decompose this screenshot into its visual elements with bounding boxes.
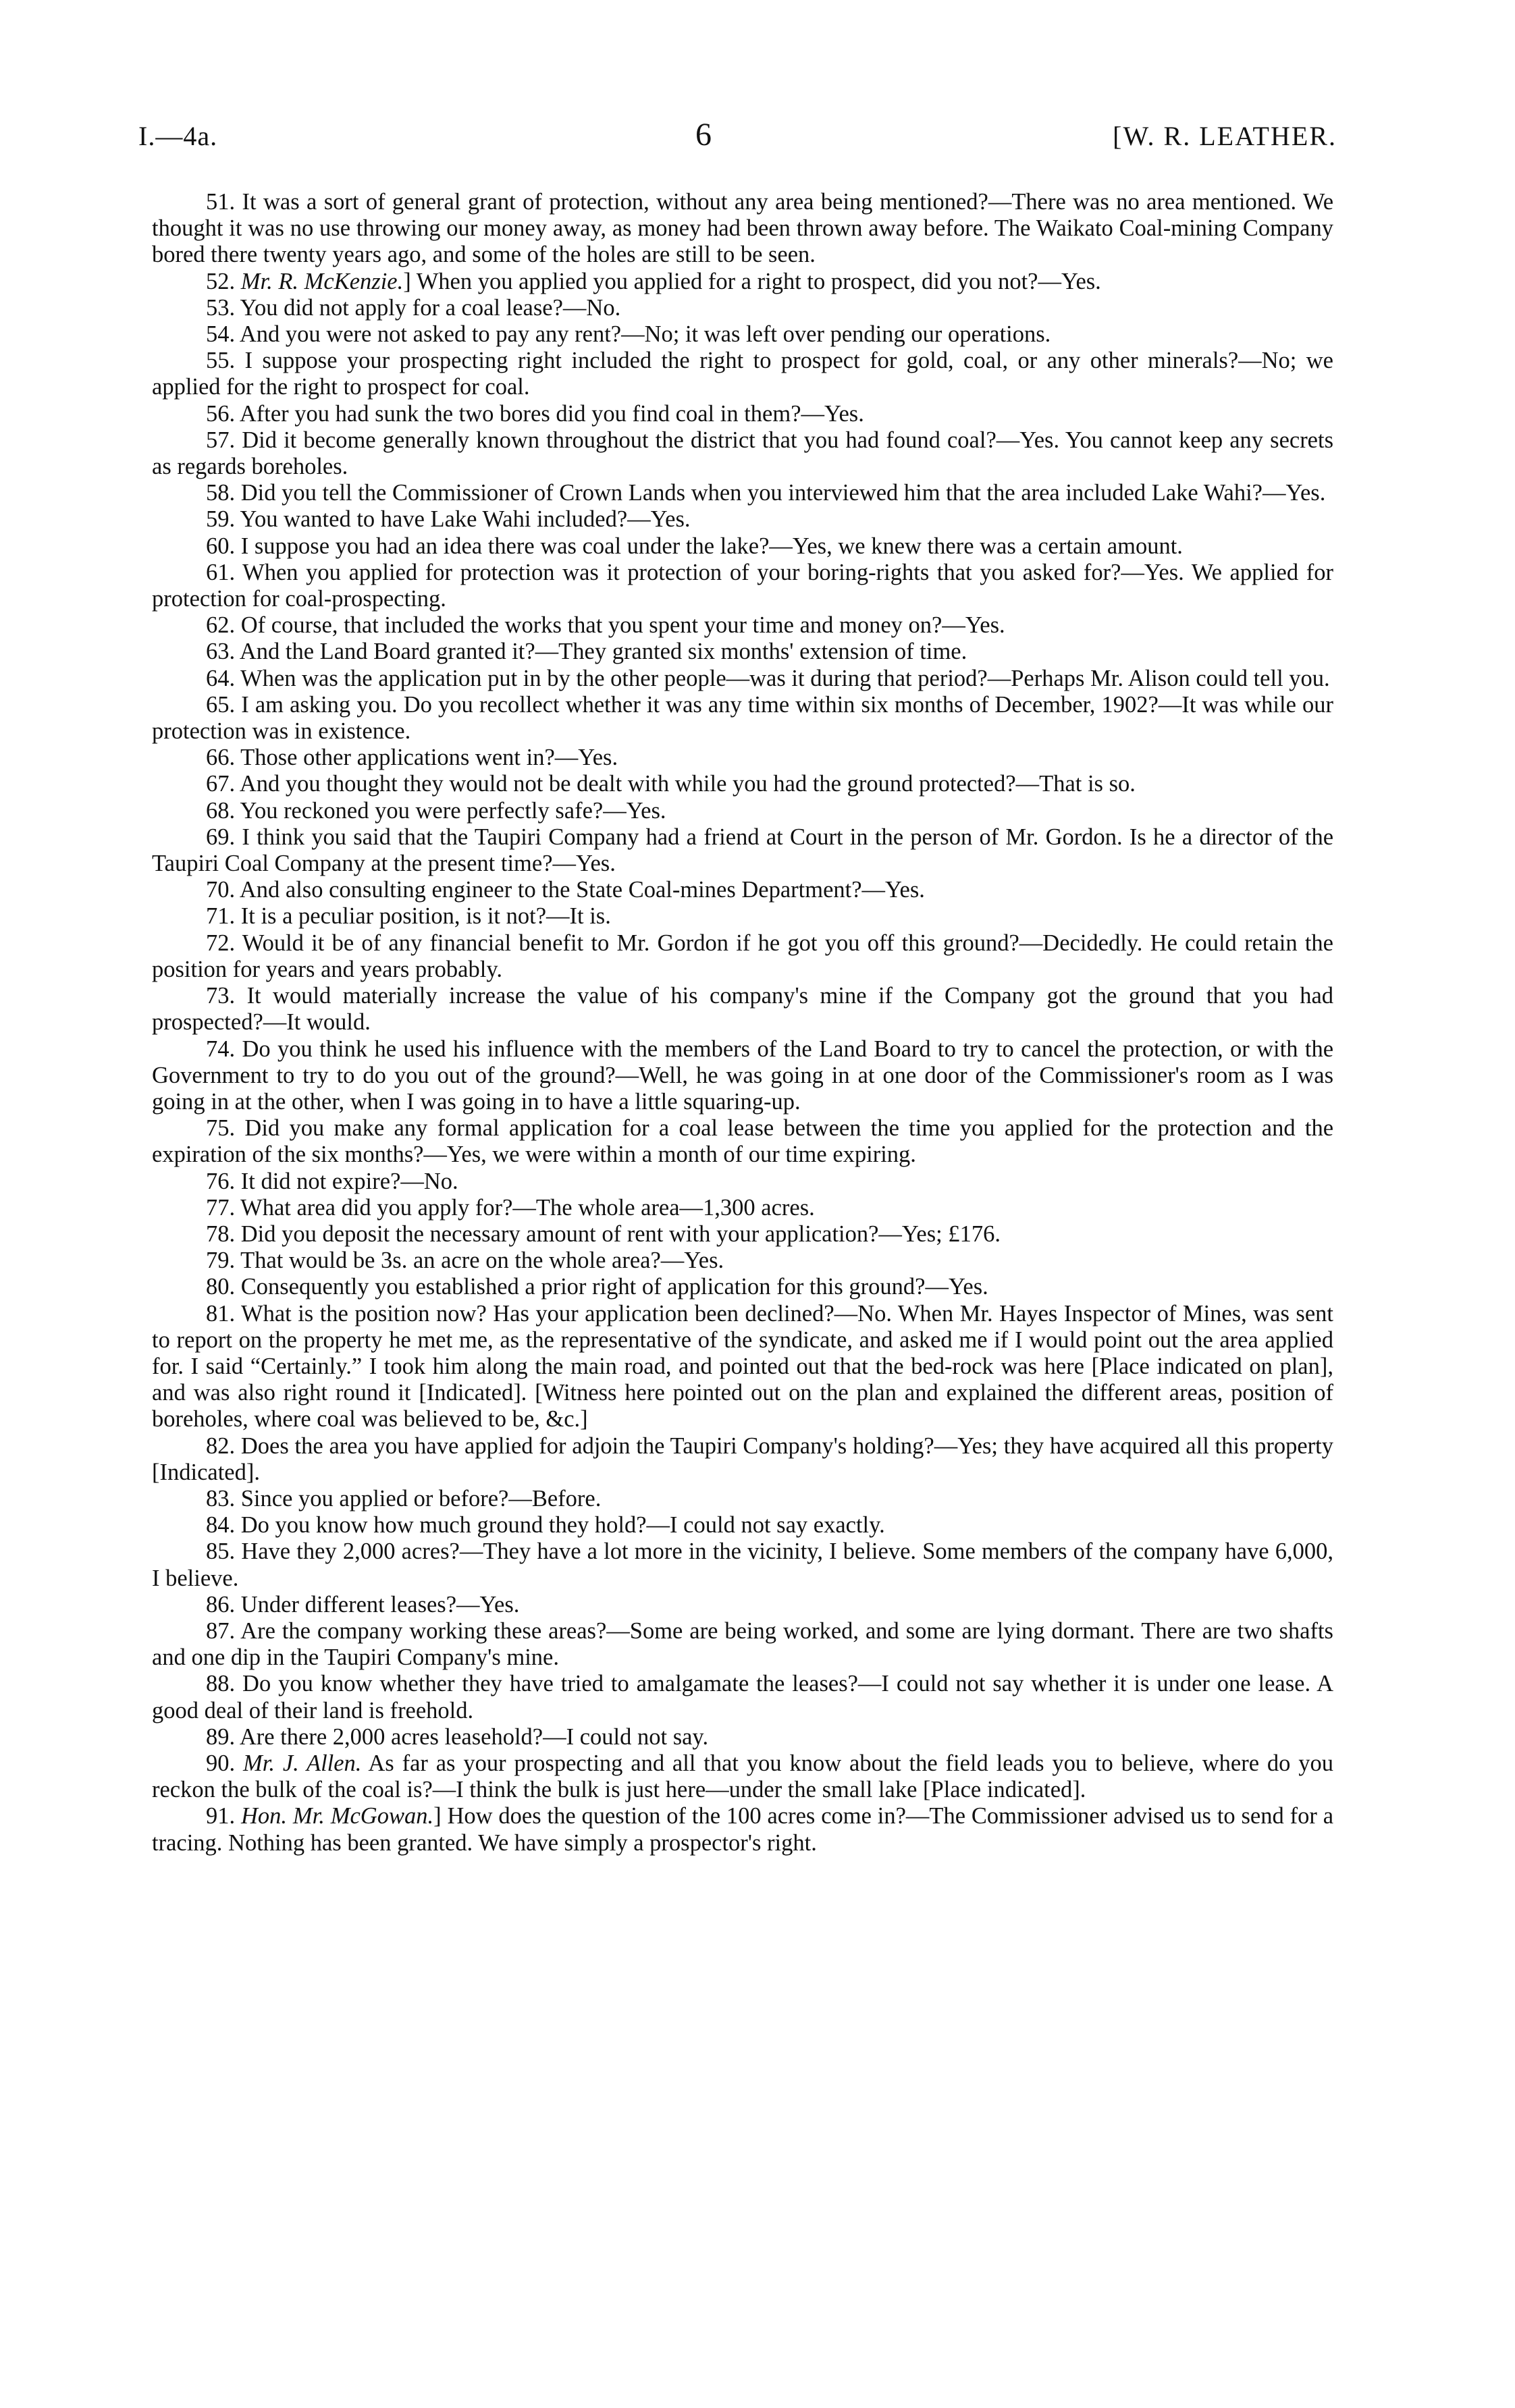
question-text: Since you applied or before?—Before. xyxy=(240,1485,602,1511)
question-paragraph xyxy=(152,533,1333,560)
question-number: 84. xyxy=(206,1512,236,1539)
question-number: 88. xyxy=(206,1671,236,1697)
question-text: I suppose you had an idea there was coal under the lake?—Yes, we knew there was a certain amount. xyxy=(240,533,1183,559)
question-number: 91. xyxy=(206,1803,236,1829)
question-text: And the Land Board granted it?—They granted six months' extension of time. xyxy=(239,639,967,665)
question-text: You wanted to have Lake Wahi included?—Yes. xyxy=(240,506,691,533)
question-number: 87. xyxy=(206,1617,236,1644)
question-text: You did not apply for a coal lease?—No. xyxy=(240,294,621,321)
question-text: Do you know how much ground they hold?—I could not say exactly. xyxy=(240,1512,885,1539)
question-paragraph xyxy=(152,348,1333,400)
question-number: 53. xyxy=(206,294,236,321)
question-number: 59. xyxy=(206,506,236,533)
question-text: ] How does the question of the 100 acres come in?—The Commissioner advised us to send for a tracing. Nothing has been granted. We have simply a prospector's right. xyxy=(152,1803,1334,1856)
question-text: It did not expire?—No. xyxy=(240,1168,458,1194)
question-text: Did it become generally known throughout the district that you had found coal?—Yes. You cannot keep any secrets as regards boreholes. xyxy=(152,427,1334,480)
question-text: It would materially increase the value of his company's mine if the Company got the ground that you had prospected?—It would. xyxy=(152,983,1334,1036)
question-number: 82. xyxy=(206,1433,236,1459)
question-text: Did you make any formal application for a coal lease between the time you applied for the protection and the expiration of the six months?—Yes, we were within a month of our time expiring. xyxy=(152,1115,1334,1168)
question-paragraph xyxy=(152,798,1333,824)
question-paragraph xyxy=(152,189,1333,269)
question-paragraph xyxy=(152,983,1333,1036)
question-paragraph xyxy=(152,745,1333,771)
question-text: Did you tell the Commissioner of Crown Lands when you interviewed him that the area included Lake Wahi?—Yes. xyxy=(240,480,1326,506)
witness-name: [W. R. LEATHER. xyxy=(1113,121,1337,151)
question-paragraph xyxy=(152,1169,1333,1195)
question-text: It was a sort of general grant of protection, without any area being mentioned?—There was no area mentioned. We thought it was no use throwing our money away, as money had been thrown away before. The Waikato Coal-mining Company bored there twenty years ago, and some of the holes are still to be seen. xyxy=(152,189,1334,268)
question-number: 55. xyxy=(206,348,236,374)
question-text: Consequently you established a prior right of application for this ground?—Yes. xyxy=(240,1274,988,1300)
question-paragraph xyxy=(152,771,1333,797)
question-text: What area did you apply for?—The whole area—1,300 acres. xyxy=(240,1194,815,1221)
question-number: 70. xyxy=(206,877,236,903)
question-number: 68. xyxy=(206,797,236,824)
question-paragraph xyxy=(152,1618,1333,1671)
question-text: Those other applications went in?—Yes. xyxy=(240,745,618,771)
question-paragraph xyxy=(152,692,1333,745)
question-text: I suppose your prospecting right included the right to prospect for gold, coal, or any other minerals?—No; we applied for the right to prospect for coal. xyxy=(152,348,1333,400)
question-number: 51. xyxy=(206,189,236,215)
question-number: 75. xyxy=(206,1115,236,1142)
question-text: After you had sunk the two bores did you find coal in them?—Yes. xyxy=(239,400,864,427)
question-number: 73. xyxy=(206,983,236,1009)
question-number: 56. xyxy=(206,400,236,427)
question-paragraph xyxy=(152,321,1333,348)
question-paragraph xyxy=(152,824,1333,877)
question-number: 61. xyxy=(206,559,236,585)
question-text: Did you deposit the necessary amount of rent with your application?—Yes; £176. xyxy=(240,1221,1001,1247)
question-paragraph xyxy=(152,1486,1333,1512)
question-paragraph xyxy=(152,506,1333,533)
question-text: When you applied for protection was it protection of your boring-rights that you asked for?—Yes. We applied for protection for coal-prospecting. xyxy=(152,559,1333,612)
page-header xyxy=(138,117,1337,161)
question-number: 81. xyxy=(206,1300,236,1327)
question-number: 72. xyxy=(206,930,236,956)
question-paragraph xyxy=(152,666,1333,692)
question-text: Are the company working these areas?—Some are being worked, and some are lying dormant. There are two shafts and one dip in the Taupiri Company's mine. xyxy=(152,1617,1333,1671)
question-text: And also consulting engineer to the State Coal-mines Department?—Yes. xyxy=(239,877,925,903)
question-number: 76. xyxy=(206,1168,236,1194)
question-paragraph xyxy=(152,1592,1333,1618)
question-number: 77. xyxy=(206,1194,236,1221)
question-paragraph xyxy=(152,1036,1333,1116)
question-paragraph xyxy=(152,877,1333,903)
question-text: That would be 3s. an acre on the whole area?—Yes. xyxy=(240,1248,724,1274)
question-number: 71. xyxy=(206,903,236,930)
question-text: It is a peculiar position, is it not?—It is. xyxy=(240,903,611,930)
question-paragraph xyxy=(152,1195,1333,1221)
question-paragraph xyxy=(152,269,1333,295)
question-paragraph xyxy=(152,1433,1333,1486)
question-number: 80. xyxy=(206,1274,236,1300)
question-number: 85. xyxy=(206,1539,236,1565)
question-number: 79. xyxy=(206,1248,236,1274)
question-number: 52. xyxy=(206,268,236,294)
question-text: Does the area you have applied for adjoin the Taupiri Company's holding?—Yes; they have acquired all this property [Indicated]. xyxy=(152,1433,1334,1485)
question-number: 69. xyxy=(206,824,236,850)
question-paragraph xyxy=(152,1724,1333,1750)
question-number: 60. xyxy=(206,533,236,559)
question-number: 89. xyxy=(206,1723,236,1750)
question-text: What is the position now? Has your application been declined?—No. When Mr. Hayes Inspector of Mines, was sent to report on the property he met me, as the representative of the syndicate, and asked me if I would point out the area applied for. I said “Certainly.” I took him along the main road, and pointed out that the bed-rock was here [Place indicated on plan], and was also right round it [Indicated]. [Witness here pointed out on the plan and explained the different areas, position of boreholes, where coal was believed to be, &c.] xyxy=(152,1300,1333,1433)
question-text: Are there 2,000 acres leasehold?—I could not say. xyxy=(239,1723,709,1750)
question-text: I think you said that the Taupiri Company had a friend at Court in the person of Mr. Gordon. Is he a director of the Taupiri Coal Company at the present time?—Yes. xyxy=(152,824,1334,877)
question-text: Do you think he used his influence with the members of the Land Board to try to cancel the protection, or with the Government to try to do you out of the ground?—Well, he was going in at one door of the Commissioner's room as I was going in at the other, when I was going in to have a little squaring-up. xyxy=(152,1036,1334,1115)
question-number: 65. xyxy=(206,691,236,718)
question-number: 63. xyxy=(206,639,236,665)
question-text: When was the application put in by the other people—was it during that period?—Perhaps Mr. Alison could tell you. xyxy=(240,665,1330,691)
question-number: 74. xyxy=(206,1036,236,1062)
question-text: Have they 2,000 acres?—They have a lot more in the vicinity, I believe. Some members of the company have 6,000, I believe. xyxy=(152,1539,1334,1591)
question-number: 64. xyxy=(206,665,236,691)
speaker-name: Hon. Mr. McGowan. xyxy=(241,1803,434,1829)
speaker-name: Mr. R. McKenzie. xyxy=(240,268,404,294)
speaker-name: Mr. J. Allen. xyxy=(243,1750,362,1776)
question-number: 67. xyxy=(206,771,236,797)
question-number: 66. xyxy=(206,745,236,771)
question-text: As far as your prospecting and all that you know about the field leads you to believe, where do you reckon the bulk of the coal is?—I think the bulk is just here—under the small lake [Place indicated]. xyxy=(152,1750,1334,1803)
question-text: ] When you applied you applied for a right to prospect, did you not?—Yes. xyxy=(403,268,1101,294)
question-paragraph xyxy=(152,930,1333,983)
question-paragraph xyxy=(152,427,1333,480)
question-number: 83. xyxy=(206,1485,236,1511)
question-paragraph xyxy=(152,1221,1333,1248)
question-paragraph xyxy=(152,401,1333,427)
question-text: And you were not asked to pay any rent?—No; it was left over pending our operations. xyxy=(239,321,1051,348)
question-paragraph xyxy=(152,1274,1333,1300)
question-text: You reckoned you were perfectly safe?—Yes. xyxy=(240,797,666,824)
question-paragraph xyxy=(152,639,1333,665)
document-reference: I.—4a. xyxy=(138,121,218,151)
question-paragraph xyxy=(152,1671,1333,1723)
question-number: 90. xyxy=(206,1750,236,1776)
question-paragraph xyxy=(152,1301,1333,1433)
question-paragraph xyxy=(152,903,1333,930)
question-paragraph xyxy=(152,612,1333,639)
question-number: 54. xyxy=(206,321,236,348)
page-number: 6 xyxy=(695,117,712,153)
question-number: 58. xyxy=(206,480,236,506)
question-number: 78. xyxy=(206,1221,236,1247)
question-paragraph xyxy=(152,480,1333,506)
question-text: Do you know whether they have tried to amalgamate the leases?—I could not say whether it is under one lease. A good deal of their land is freehold. xyxy=(152,1671,1333,1723)
question-paragraph xyxy=(152,560,1333,612)
question-paragraph xyxy=(152,1512,1333,1539)
question-paragraph xyxy=(152,295,1333,321)
question-text: Under different leases?—Yes. xyxy=(240,1591,520,1617)
question-text: And you thought they would not be dealt with while you had the ground protected?—That is so. xyxy=(239,771,1136,797)
question-number: 62. xyxy=(206,612,236,639)
question-number: 86. xyxy=(206,1591,236,1617)
question-text: I am asking you. Do you recollect whether it was any time within six months of December, 1902?—It was while our protection was in existence. xyxy=(152,691,1334,745)
testimony-body xyxy=(152,189,1333,1856)
question-text: Would it be of any financial benefit to Mr. Gordon if he got you off this ground?—Decidedly. He could retain the position for years and years probably. xyxy=(152,930,1333,982)
question-number: 57. xyxy=(206,427,236,453)
question-paragraph xyxy=(152,1248,1333,1274)
question-paragraph xyxy=(152,1115,1333,1168)
question-paragraph xyxy=(152,1750,1333,1803)
question-text: Of course, that included the works that you spent your time and money on?—Yes. xyxy=(240,612,1005,639)
question-paragraph xyxy=(152,1539,1333,1591)
question-paragraph xyxy=(152,1803,1333,1856)
